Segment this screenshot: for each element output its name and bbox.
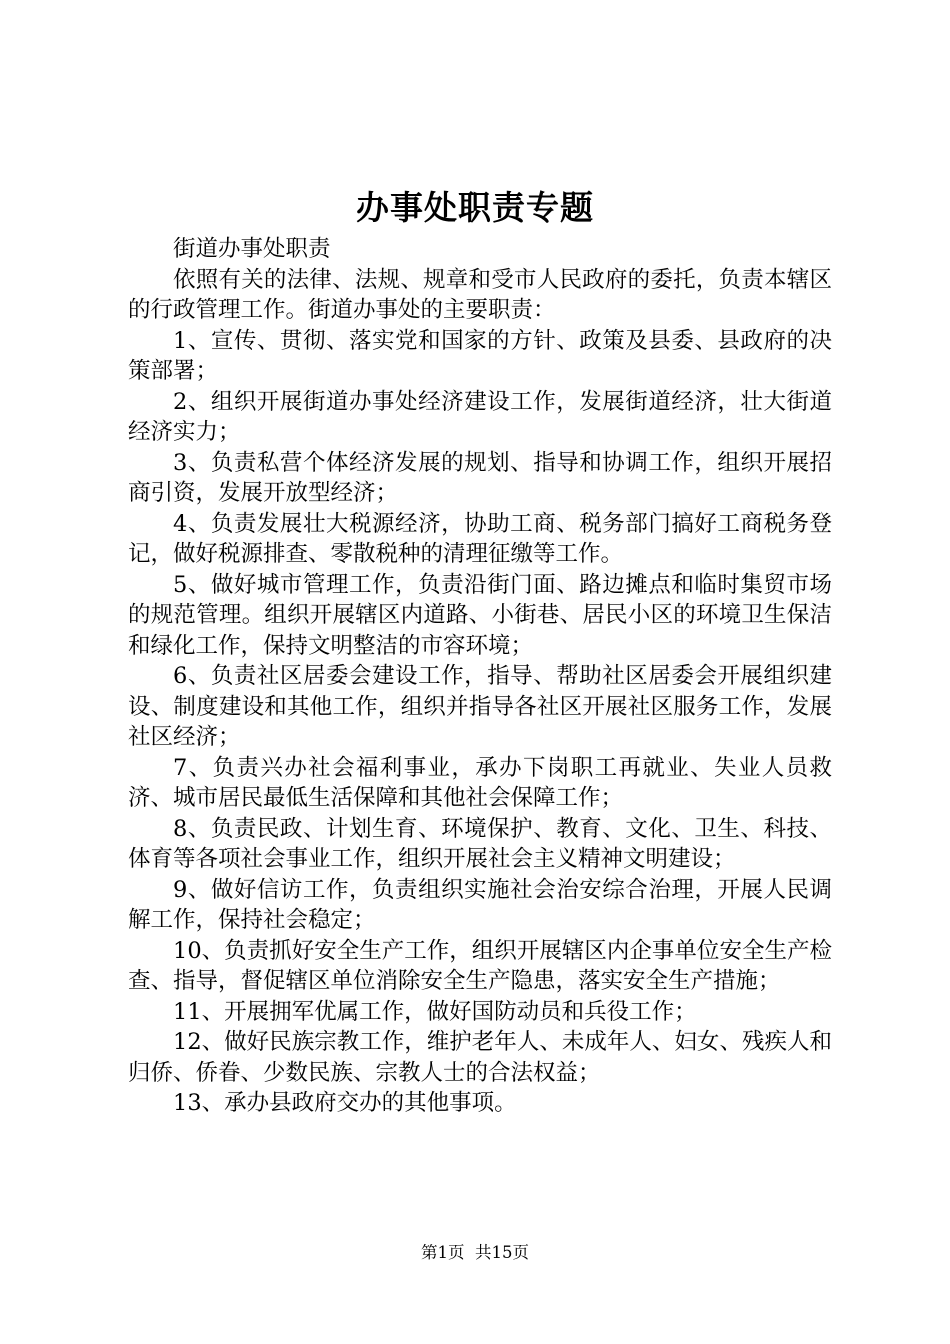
paragraph-duty-9: 9、做好信访工作，负责组织实施社会治安综合治理，开展人民调解工作，保持社会稳定； [128,876,832,933]
paragraph-intro: 依照有关的法律、法规、规章和受市人民政府的委托，负责本辖区的行政管理工作。街道办事处的主要职责： [128,266,832,323]
paragraph-duty-13: 13、承办县政府交办的其他事项。 [173,1090,517,1116]
paragraph-duty-2: 2、组织开展街道办事处经济建设工作，发展街道经济，壮大街道经济实力； [128,388,832,445]
document-body [128,234,832,1119]
paragraph-duty-7: 7、负责兴办社会福利事业，承办下岗职工再就业、失业人员救济、城市居民最低生活保障和其他社会保障工作； [128,754,832,811]
page-total: 共15页 [475,1243,529,1262]
paragraph-duty-11: 11、开展拥军优属工作，做好国防动员和兵役工作； [173,998,697,1025]
paragraph-duty-3: 3、负责私营个体经济发展的规划、指导和协调工作，组织开展招商引资，发展开放型经济； [128,449,832,506]
paragraph-duty-5: 5、做好城市管理工作，负责沿街门面、路边摊点和临时集贸市场的规范管理。组织开展辖区内道路、小街巷、居民小区的环境卫生保洁和绿化工作，保持文明整洁的市容环境； [128,571,832,659]
paragraph-duty-1: 1、宣传、贯彻、落实党和国家的方针、政策及县委、县政府的决策部署； [128,327,832,384]
paragraph-duty-8: 8、负责民政、计划生育、环境保护、教育、文化、卫生、科技、体育等各项社会事业工作，组织开展社会主义精神文明建设； [128,815,832,872]
page-footer [0,1241,950,1265]
paragraph-duty-12: 12、做好民族宗教工作，维护老年人、未成年人、妇女、残疾人和归侨、侨眷、少数民族、宗教人士的合法权益； [128,1029,832,1086]
paragraph-heading: 街道办事处职责 [173,236,331,262]
paragraph-duty-10: 10、负责抓好安全生产工作，组织开展辖区内企事单位安全生产检查、指导，督促辖区单位消除安全生产隐患，落实安全生产措施； [128,937,832,994]
paragraph-duty-6: 6、负责社区居委会建设工作，指导、帮助社区居委会开展组织建设、制度建设和其他工作，组织并指导各社区开展社区服务工作，发展社区经济； [128,663,832,750]
paragraph-duty-4: 4、负责发展壮大税源经济，协助工商、税务部门搞好工商税务登记，做好税源排查、零散税种的清理征缴等工作。 [128,510,832,567]
document-title: 办事处职责专题 [356,188,594,227]
footer-separator [465,1243,476,1262]
page-number: 第1页 [421,1243,465,1262]
